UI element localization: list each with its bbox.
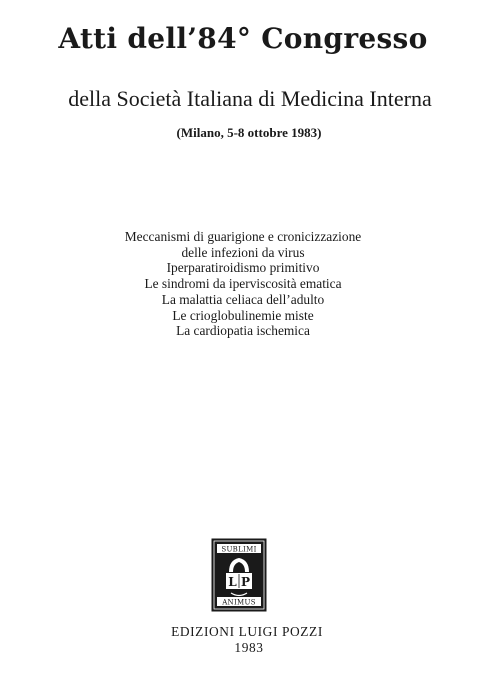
topic-line: La cardiopatia ischemica xyxy=(176,323,310,339)
publisher-name: EDIZIONI LUIGI POZZI xyxy=(171,624,323,639)
congress-title: Atti dell’84° Congresso xyxy=(58,22,428,55)
meeting-place-date: (Milano, 5-8 ottobre 1983) xyxy=(176,125,322,140)
seal-monogram-left: L xyxy=(228,575,237,589)
topic-line: Le crioglobulinemie miste xyxy=(172,307,314,323)
publisher-seal-icon xyxy=(211,538,267,612)
seal-top-text: SUBLIMI xyxy=(221,545,257,554)
topic-line: Le sindromi da iperviscosità ematica xyxy=(144,276,342,292)
seal-monogram-right: P xyxy=(240,575,251,589)
publication-year: 1983 xyxy=(234,640,264,655)
seal-bottom-text: ANIMUS xyxy=(222,598,256,607)
topic-line: Iperparatiroidismo primitivo xyxy=(166,260,320,276)
topic-line: La malattia celiaca dell’adulto xyxy=(161,291,325,307)
topic-line: delle infezioni da virus xyxy=(181,244,305,260)
topics-list xyxy=(0,229,486,339)
topic-line: Meccanismi di guarigione e cronicizzazione xyxy=(124,229,362,244)
society-subtitle: della Società Italiana di Medicina Interna xyxy=(68,86,432,111)
